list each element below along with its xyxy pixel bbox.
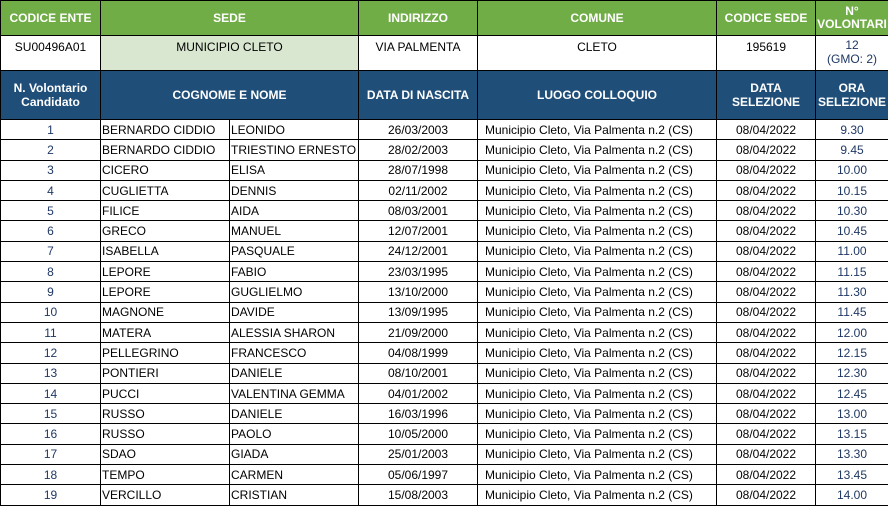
selection-time: 12.45 [816, 383, 888, 403]
selection-date: 08/04/2022 [717, 160, 816, 180]
candidate-surname: GRECO [101, 221, 230, 241]
selection-date: 08/04/2022 [717, 465, 816, 485]
candidate-number: 3 [1, 160, 101, 180]
selection-time: 11.45 [816, 302, 888, 322]
selection-time: 12.30 [816, 363, 888, 383]
selection-time: 10.30 [816, 201, 888, 221]
selection-time: 13.00 [816, 404, 888, 424]
candidate-name: ELISA [230, 160, 359, 180]
candidate-name: GIADA [230, 444, 359, 464]
interview-location: Municipio Cleto, Via Palmenta n.2 (CS) [478, 282, 717, 302]
table-row [1, 465, 888, 485]
candidate-birthdate: 13/10/2000 [359, 282, 478, 302]
candidate-name: AIDA [230, 201, 359, 221]
candidate-number: 6 [1, 221, 101, 241]
candidate-surname: MAGNONE [101, 302, 230, 322]
header-indirizzo: INDIRIZZO [359, 1, 478, 36]
candidate-number: 14 [1, 383, 101, 403]
selection-date: 08/04/2022 [717, 424, 816, 444]
selection-time: 10.45 [816, 221, 888, 241]
table-row [1, 343, 888, 363]
candidate-surname: LEPORE [101, 262, 230, 282]
selection-date: 08/04/2022 [717, 201, 816, 221]
candidate-surname: CUGLIETTA [101, 180, 230, 200]
blue-header-row [1, 71, 888, 120]
selection-time: 10.00 [816, 160, 888, 180]
candidate-name: DANIELE [230, 363, 359, 383]
header-comune: COMUNE [478, 1, 717, 36]
candidate-number: 8 [1, 262, 101, 282]
candidate-birthdate: 16/03/1996 [359, 404, 478, 424]
candidate-birthdate: 10/05/2000 [359, 424, 478, 444]
candidate-surname: TEMPO [101, 465, 230, 485]
selection-date: 08/04/2022 [717, 343, 816, 363]
interview-location: Municipio Cleto, Via Palmenta n.2 (CS) [478, 444, 717, 464]
candidate-name: MANUEL [230, 221, 359, 241]
candidate-name: DAVIDE [230, 302, 359, 322]
candidate-birthdate: 04/08/1999 [359, 343, 478, 363]
candidate-surname: PONTIERI [101, 363, 230, 383]
interview-location: Municipio Cleto, Via Palmenta n.2 (CS) [478, 485, 717, 505]
candidate-name: DENNIS [230, 180, 359, 200]
selection-date: 08/04/2022 [717, 262, 816, 282]
table-row [1, 180, 888, 200]
table-row [1, 485, 888, 505]
candidate-surname: SDAO [101, 444, 230, 464]
info-codice-sede: 195619 [717, 36, 816, 71]
interview-location: Municipio Cleto, Via Palmenta n.2 (CS) [478, 424, 717, 444]
header-data-nascita: DATA DI NASCITA [359, 71, 478, 120]
interview-location: Municipio Cleto, Via Palmenta n.2 (CS) [478, 120, 717, 140]
table-row [1, 424, 888, 444]
table-row [1, 404, 888, 424]
candidate-surname: RUSSO [101, 404, 230, 424]
candidate-name: PAOLO [230, 424, 359, 444]
candidate-name: DANIELE [230, 404, 359, 424]
info-indirizzo: VIA PALMENTA [359, 36, 478, 71]
table-row [1, 302, 888, 322]
candidate-name: PASQUALE [230, 241, 359, 261]
interview-location: Municipio Cleto, Via Palmenta n.2 (CS) [478, 221, 717, 241]
candidate-name: CRISTIAN [230, 485, 359, 505]
candidate-number: 5 [1, 201, 101, 221]
candidate-birthdate: 24/12/2001 [359, 241, 478, 261]
interview-location: Municipio Cleto, Via Palmenta n.2 (CS) [478, 262, 717, 282]
interview-location: Municipio Cleto, Via Palmenta n.2 (CS) [478, 160, 717, 180]
candidate-birthdate: 02/11/2002 [359, 180, 478, 200]
candidate-surname: PELLEGRINO [101, 343, 230, 363]
candidate-name: FABIO [230, 262, 359, 282]
selection-time: 13.30 [816, 444, 888, 464]
candidate-surname: CICERO [101, 160, 230, 180]
interview-location: Municipio Cleto, Via Palmenta n.2 (CS) [478, 201, 717, 221]
selection-date: 08/04/2022 [717, 282, 816, 302]
candidate-birthdate: 21/09/2000 [359, 322, 478, 342]
selection-date: 08/04/2022 [717, 444, 816, 464]
candidate-birthdate: 23/03/1995 [359, 262, 478, 282]
candidate-birthdate: 13/09/1995 [359, 302, 478, 322]
candidate-number: 11 [1, 322, 101, 342]
candidate-surname: FILICE [101, 201, 230, 221]
selection-date: 08/04/2022 [717, 322, 816, 342]
selection-time: 10.15 [816, 180, 888, 200]
candidate-name: CARMEN [230, 465, 359, 485]
candidate-birthdate: 08/10/2001 [359, 363, 478, 383]
table-row [1, 282, 888, 302]
candidate-surname: MATERA [101, 322, 230, 342]
candidate-number: 13 [1, 363, 101, 383]
header-ora-selezione-line2: SELEZIONE [817, 95, 886, 109]
selection-time: 12.00 [816, 322, 888, 342]
header-n-volontari-line1: N° [845, 4, 859, 18]
table-row [1, 262, 888, 282]
info-sede: MUNICIPIO CLETO [101, 36, 359, 71]
candidate-surname: BERNARDO CIDDIO [101, 120, 230, 140]
info-volontari-count: 12 [845, 38, 859, 52]
selection-date: 08/04/2022 [717, 383, 816, 403]
candidate-number: 15 [1, 404, 101, 424]
candidate-number: 2 [1, 140, 101, 160]
selection-date: 08/04/2022 [717, 180, 816, 200]
table-row [1, 241, 888, 261]
candidate-birthdate: 08/03/2001 [359, 201, 478, 221]
interview-location: Municipio Cleto, Via Palmenta n.2 (CS) [478, 383, 717, 403]
candidate-birthdate: 05/06/1997 [359, 465, 478, 485]
header-n-volontari [816, 1, 888, 36]
interview-location: Municipio Cleto, Via Palmenta n.2 (CS) [478, 322, 717, 342]
candidate-birthdate: 04/01/2002 [359, 383, 478, 403]
candidate-name: VALENTINA GEMMA [230, 383, 359, 403]
header-data-selezione-line1: DATA [750, 81, 782, 95]
header-cognome-nome: COGNOME E NOME [101, 71, 359, 120]
header-n-volontari-line2: VOLONTARI [817, 17, 887, 31]
candidate-number: 19 [1, 485, 101, 505]
interview-location: Municipio Cleto, Via Palmenta n.2 (CS) [478, 241, 717, 261]
selection-date: 08/04/2022 [717, 221, 816, 241]
candidate-number: 1 [1, 120, 101, 140]
info-gmo: (GMO: 2) [827, 52, 877, 66]
candidate-number: 10 [1, 302, 101, 322]
info-codice-ente: SU00496A01 [1, 36, 101, 71]
candidate-number: 18 [1, 465, 101, 485]
header-n-volontario-line2: Candidato [21, 95, 80, 109]
candidate-number: 4 [1, 180, 101, 200]
selection-time: 9.30 [816, 120, 888, 140]
header-n-volontario [1, 71, 101, 120]
candidate-surname: RUSSO [101, 424, 230, 444]
candidate-number: 17 [1, 444, 101, 464]
candidate-name: TRIESTINO ERNESTO [230, 140, 359, 160]
interview-location: Municipio Cleto, Via Palmenta n.2 (CS) [478, 404, 717, 424]
header-n-volontario-line1: N. Volontario [13, 81, 88, 95]
info-comune: CLETO [478, 36, 717, 71]
candidate-birthdate: 28/07/1998 [359, 160, 478, 180]
green-header-row [1, 1, 888, 36]
selection-date: 08/04/2022 [717, 241, 816, 261]
header-data-selezione [717, 71, 816, 120]
interview-location: Municipio Cleto, Via Palmenta n.2 (CS) [478, 302, 717, 322]
candidate-number: 12 [1, 343, 101, 363]
candidate-rows [1, 120, 888, 506]
interview-location: Municipio Cleto, Via Palmenta n.2 (CS) [478, 140, 717, 160]
candidate-birthdate: 25/01/2003 [359, 444, 478, 464]
table-row [1, 201, 888, 221]
candidate-number: 7 [1, 241, 101, 261]
candidate-birthdate: 28/02/2003 [359, 140, 478, 160]
candidate-number: 9 [1, 282, 101, 302]
header-codice-sede: CODICE SEDE [717, 1, 816, 36]
interview-location: Municipio Cleto, Via Palmenta n.2 (CS) [478, 465, 717, 485]
candidate-name: GUGLIELMO [230, 282, 359, 302]
table-row [1, 221, 888, 241]
candidate-surname: PUCCI [101, 383, 230, 403]
selection-date: 08/04/2022 [717, 404, 816, 424]
selection-time: 14.00 [816, 485, 888, 505]
selection-date: 08/04/2022 [717, 140, 816, 160]
table-row [1, 160, 888, 180]
header-ora-selezione [816, 71, 888, 120]
candidate-surname: LEPORE [101, 282, 230, 302]
selection-time: 11.15 [816, 262, 888, 282]
selection-date: 08/04/2022 [717, 302, 816, 322]
candidate-birthdate: 15/08/2003 [359, 485, 478, 505]
header-data-selezione-line2: SELEZIONE [731, 95, 800, 109]
interview-location: Municipio Cleto, Via Palmenta n.2 (CS) [478, 363, 717, 383]
selection-date: 08/04/2022 [717, 363, 816, 383]
info-row [1, 36, 888, 71]
candidate-number: 16 [1, 424, 101, 444]
candidate-birthdate: 26/03/2003 [359, 120, 478, 140]
header-codice-ente: CODICE ENTE [1, 1, 101, 36]
header-ora-selezione-line1: ORA [838, 81, 866, 95]
header-sede: SEDE [101, 1, 359, 36]
selection-date: 08/04/2022 [717, 485, 816, 505]
table-row [1, 322, 888, 342]
selection-time: 11.00 [816, 241, 888, 261]
candidate-surname: VERCILLO [101, 485, 230, 505]
candidate-surname: ISABELLA [101, 241, 230, 261]
candidate-birthdate: 12/07/2001 [359, 221, 478, 241]
selection-time: 12.15 [816, 343, 888, 363]
selection-time: 13.15 [816, 424, 888, 444]
info-volontari [816, 36, 888, 71]
interview-location: Municipio Cleto, Via Palmenta n.2 (CS) [478, 180, 717, 200]
candidate-name: ALESSIA SHARON [230, 322, 359, 342]
selection-time: 11.30 [816, 282, 888, 302]
candidate-name: LEONIDO [230, 120, 359, 140]
candidate-surname: BERNARDO CIDDIO [101, 140, 230, 160]
selection-time: 13.45 [816, 465, 888, 485]
selection-date: 08/04/2022 [717, 120, 816, 140]
table-row [1, 363, 888, 383]
candidate-name: FRANCESCO [230, 343, 359, 363]
interview-location: Municipio Cleto, Via Palmenta n.2 (CS) [478, 343, 717, 363]
table-row [1, 140, 888, 160]
header-luogo-colloquio: LUOGO COLLOQUIO [478, 71, 717, 120]
selection-time: 9.45 [816, 140, 888, 160]
table-row [1, 444, 888, 464]
table-row [1, 383, 888, 403]
table-row [1, 120, 888, 140]
